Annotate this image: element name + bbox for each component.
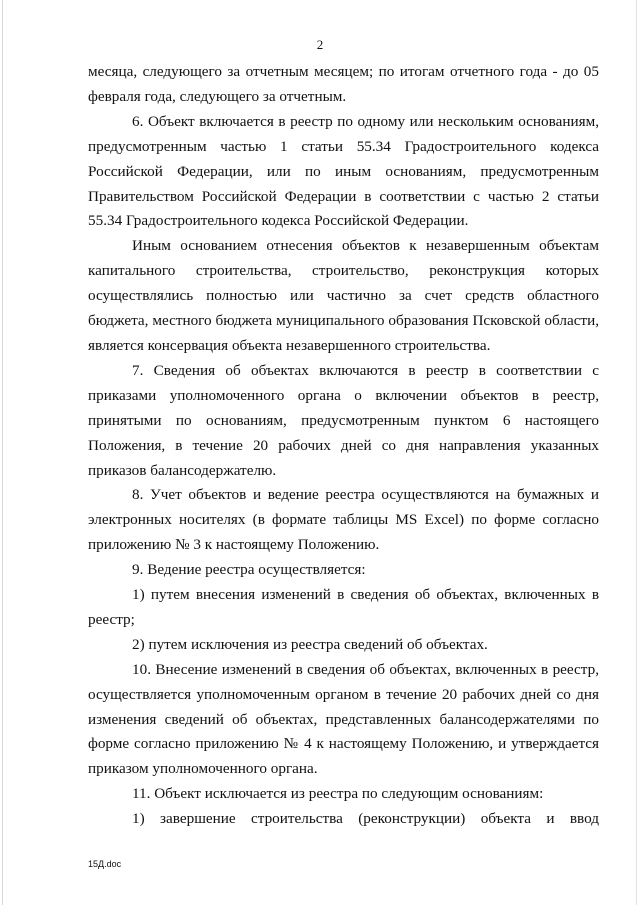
paragraph-item-8: 8. Учет объектов и ведение реестра осуществляются на бумажных и электронных носителях (в формате таблицы MS Excel) по форме согласно приложению № 3 к настоящему Положению. xyxy=(88,486,599,554)
paragraph-item-9-1: 1) путем внесения изменений в сведения об объектах, включенных в реестр; xyxy=(88,586,599,628)
paragraph-continuation: месяца, следующего за отчетным месяцем; по итогам отчетного года - до 05 февраля года, следующего за отчетным. xyxy=(88,63,599,105)
footer-filename: 15Д.doc xyxy=(88,859,122,869)
paragraph-item-6: 6. Объект включается в реестр по одному или нескольким основаниям, предусмотренным частью 1 статьи 55.34 Градостроительного кодекса Российской Федерации, или по иным основаниям, предусмотренным Правительством Российской Федерации в соответствии с частью 2 статьи 55.34 Градостроительного кодекса Российской Федерации. xyxy=(88,112,599,230)
page-edge-left xyxy=(2,0,3,905)
document-body xyxy=(88,60,599,832)
paragraph-item-7: 7. Сведения об объектах включаются в реестр в соответствии с приказами уполномоченного органа о включении объектов в реестр, принятыми по основаниям, предусмотренным пунктом 6 настоящего Положения, в течение 20 рабочих дней со дня направления указанных приказов балансодержателю. xyxy=(88,361,599,479)
paragraph-item-9: 9. Ведение реестра осуществляется: xyxy=(132,561,366,579)
page-number: 2 xyxy=(316,37,324,52)
paragraph-item-10: 10. Внесение изменений в сведения об объектах, включенных в реестр, осуществляется уполномоченным органом в течение 20 рабочих дней со дня изменения сведений об объектах, представленных балансодержателями по форме согласно приложению № 4 к настоящему Положению, и утверждается приказом уполномоченного органа. xyxy=(88,660,599,778)
page-edge-right xyxy=(636,0,637,905)
paragraph-other-grounds: Иным основанием отнесения объектов к незавершенным объектам капитального строительства, строительство, реконструкция которых осуществлялись полностью или частично за счет средств областного бюджета, местного бюджета муниципального образования Псковской области, является консервация объекта незавершенного строительства. xyxy=(88,237,599,354)
paragraph-item-9-2: 2) путем исключения из реестра сведений об объектах. xyxy=(132,635,488,653)
paragraph-item-11: 11. Объект исключается из реестра по следующим основаниям: xyxy=(132,785,544,803)
paragraph-item-11-1: 1) завершение строительства (реконструкции) объекта и ввод xyxy=(132,810,599,828)
